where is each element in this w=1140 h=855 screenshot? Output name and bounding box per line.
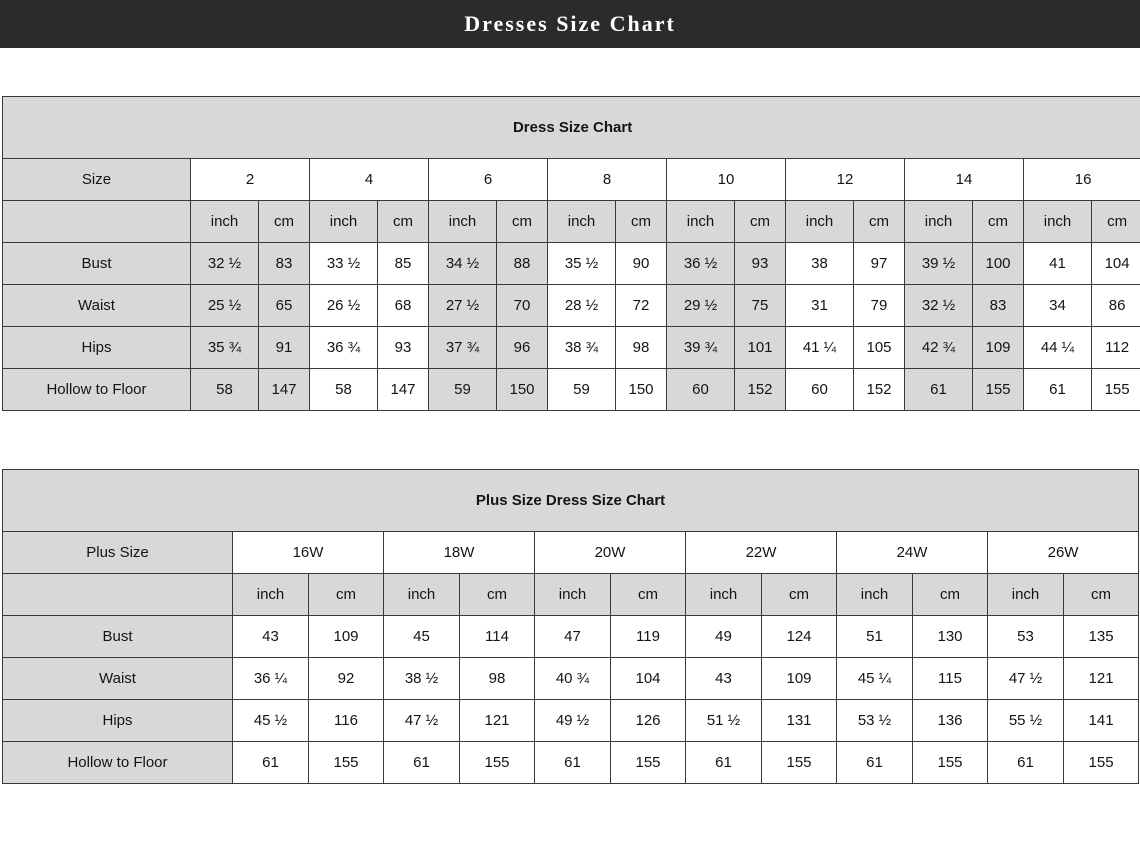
unit-header-cell: inch: [1024, 201, 1092, 243]
size-header-cell: 16W: [233, 532, 384, 574]
unit-header-cell: inch: [667, 201, 735, 243]
measurement-value: 61: [1024, 369, 1092, 411]
unit-header-cell: cm: [735, 201, 786, 243]
measurement-value: 141: [1064, 700, 1139, 742]
unit-header-cell: cm: [1092, 201, 1140, 243]
measurement-value: 72: [616, 285, 667, 327]
table-row: [3, 742, 1139, 784]
measurement-value: 61: [686, 742, 762, 784]
plus-size-dress-size-chart-block: [2, 469, 1138, 784]
measurement-value: 40 ¾: [535, 658, 611, 700]
measurement-value: 150: [616, 369, 667, 411]
measurement-value: 36 ¼: [233, 658, 309, 700]
unit-header-cell: inch: [988, 574, 1064, 616]
size-header-row: [3, 532, 1139, 574]
unit-header-cell: cm: [1064, 574, 1139, 616]
measurement-value: 109: [309, 616, 384, 658]
measurement-value: 28 ½: [548, 285, 616, 327]
measurement-value: 47: [535, 616, 611, 658]
unit-header-row: [3, 201, 1140, 243]
measurement-value: 100: [973, 243, 1024, 285]
measurement-value: 35 ¾: [191, 327, 259, 369]
unit-header-cell: inch: [310, 201, 378, 243]
measurement-value: 92: [309, 658, 384, 700]
dress-size-chart-table: [2, 96, 1140, 411]
measurement-value: 61: [837, 742, 913, 784]
unit-header-cell: cm: [309, 574, 384, 616]
size-header-cell: 24W: [837, 532, 988, 574]
measurement-value: 41: [1024, 243, 1092, 285]
measurement-label: Waist: [3, 285, 191, 327]
unit-header-cell: inch: [191, 201, 259, 243]
measurement-value: 25 ½: [191, 285, 259, 327]
measurement-value: 36 ½: [667, 243, 735, 285]
unit-header-row: [3, 574, 1139, 616]
measurement-value: 42 ¾: [905, 327, 973, 369]
measurement-value: 53 ½: [837, 700, 913, 742]
chart-title: Plus Size Dress Size Chart: [3, 470, 1139, 532]
page-banner: [0, 0, 1140, 48]
unit-header-cell: inch: [233, 574, 309, 616]
measurement-value: 32 ½: [191, 243, 259, 285]
measurement-value: 152: [735, 369, 786, 411]
unit-header-cell: inch: [786, 201, 854, 243]
measurement-value: 109: [973, 327, 1024, 369]
measurement-value: 131: [762, 700, 837, 742]
unit-header-cell: cm: [378, 201, 429, 243]
measurement-value: 43: [686, 658, 762, 700]
measurement-value: 26 ½: [310, 285, 378, 327]
measurement-value: 61: [905, 369, 973, 411]
measurement-value: 96: [497, 327, 548, 369]
measurement-value: 27 ½: [429, 285, 497, 327]
measurement-value: 104: [611, 658, 686, 700]
measurement-value: 93: [378, 327, 429, 369]
measurement-value: 155: [762, 742, 837, 784]
measurement-value: 45: [384, 616, 460, 658]
measurement-value: 39 ¾: [667, 327, 735, 369]
measurement-value: 83: [259, 243, 310, 285]
measurement-value: 147: [378, 369, 429, 411]
table-row: [3, 658, 1139, 700]
unit-header-cell: cm: [762, 574, 837, 616]
unit-header-cell: inch: [429, 201, 497, 243]
unit-header-cell: cm: [616, 201, 667, 243]
chart-title-row: [3, 97, 1140, 159]
measurement-value: 130: [913, 616, 988, 658]
measurement-value: 109: [762, 658, 837, 700]
unit-header-cell: inch: [535, 574, 611, 616]
measurement-value: 29 ½: [667, 285, 735, 327]
measurement-value: 155: [460, 742, 535, 784]
measurement-value: 39 ½: [905, 243, 973, 285]
size-header-cell: 10: [667, 159, 786, 201]
unit-header-cell: inch: [905, 201, 973, 243]
measurement-value: 45 ½: [233, 700, 309, 742]
measurement-value: 115: [913, 658, 988, 700]
measurement-value: 65: [259, 285, 310, 327]
size-header-cell: 14: [905, 159, 1024, 201]
spacer: [0, 411, 1140, 469]
measurement-value: 61: [233, 742, 309, 784]
measurement-value: 91: [259, 327, 310, 369]
size-header-cell: 8: [548, 159, 667, 201]
measurement-label: Hips: [3, 700, 233, 742]
measurement-value: 43: [233, 616, 309, 658]
spacer: [0, 48, 1140, 96]
measurement-value: 35 ½: [548, 243, 616, 285]
measurement-value: 155: [611, 742, 686, 784]
size-header-cell: 6: [429, 159, 548, 201]
measurement-label: Hips: [3, 327, 191, 369]
measurement-value: 58: [191, 369, 259, 411]
table-row: [3, 616, 1139, 658]
measurement-value: 98: [460, 658, 535, 700]
measurement-value: 75: [735, 285, 786, 327]
measurement-value: 121: [460, 700, 535, 742]
measurement-value: 119: [611, 616, 686, 658]
measurement-value: 135: [1064, 616, 1139, 658]
measurement-value: 93: [735, 243, 786, 285]
measurement-value: 38: [786, 243, 854, 285]
measurement-value: 86: [1092, 285, 1140, 327]
measurement-value: 70: [497, 285, 548, 327]
measurement-label: Bust: [3, 243, 191, 285]
unit-header-cell: cm: [854, 201, 905, 243]
measurement-label: Waist: [3, 658, 233, 700]
measurement-value: 60: [667, 369, 735, 411]
size-header-cell: 12: [786, 159, 905, 201]
measurement-value: 59: [548, 369, 616, 411]
unit-header-cell: cm: [460, 574, 535, 616]
unit-header-cell: inch: [548, 201, 616, 243]
measurement-value: 105: [854, 327, 905, 369]
unit-header-cell: cm: [497, 201, 548, 243]
measurement-value: 49 ½: [535, 700, 611, 742]
measurement-value: 61: [384, 742, 460, 784]
measurement-value: 47 ½: [384, 700, 460, 742]
size-header-cell: 26W: [988, 532, 1139, 574]
measurement-value: 155: [1092, 369, 1140, 411]
unit-row-blank-cell: [3, 201, 191, 243]
size-header-cell: 18W: [384, 532, 535, 574]
size-label-header: Plus Size: [3, 532, 233, 574]
measurement-value: 61: [988, 742, 1064, 784]
size-header-cell: 2: [191, 159, 310, 201]
measurement-value: 114: [460, 616, 535, 658]
table-row: [3, 369, 1140, 411]
measurement-value: 104: [1092, 243, 1140, 285]
table-row: [3, 243, 1140, 285]
measurement-value: 34: [1024, 285, 1092, 327]
size-header-cell: 22W: [686, 532, 837, 574]
measurement-value: 152: [854, 369, 905, 411]
measurement-value: 31: [786, 285, 854, 327]
unit-header-cell: cm: [611, 574, 686, 616]
measurement-value: 33 ½: [310, 243, 378, 285]
measurement-value: 38 ½: [384, 658, 460, 700]
measurement-value: 155: [913, 742, 988, 784]
measurement-value: 155: [309, 742, 384, 784]
table-row: [3, 700, 1139, 742]
dress-size-chart-block: [2, 96, 1138, 411]
measurement-value: 112: [1092, 327, 1140, 369]
measurement-value: 59: [429, 369, 497, 411]
unit-header-cell: inch: [686, 574, 762, 616]
chart-title: Dress Size Chart: [3, 97, 1140, 159]
measurement-value: 44 ¼: [1024, 327, 1092, 369]
unit-header-cell: cm: [973, 201, 1024, 243]
measurement-value: 55 ½: [988, 700, 1064, 742]
unit-header-cell: cm: [259, 201, 310, 243]
plus-size-dress-size-chart-table: [2, 469, 1139, 784]
measurement-value: 37 ¾: [429, 327, 497, 369]
size-label-header: Size: [3, 159, 191, 201]
table-row: [3, 327, 1140, 369]
measurement-value: 45 ¼: [837, 658, 913, 700]
measurement-value: 121: [1064, 658, 1139, 700]
measurement-value: 97: [854, 243, 905, 285]
size-header-cell: 20W: [535, 532, 686, 574]
measurement-value: 155: [973, 369, 1024, 411]
measurement-value: 79: [854, 285, 905, 327]
measurement-value: 150: [497, 369, 548, 411]
unit-header-cell: inch: [384, 574, 460, 616]
measurement-value: 124: [762, 616, 837, 658]
measurement-value: 47 ½: [988, 658, 1064, 700]
measurement-value: 98: [616, 327, 667, 369]
table-row: [3, 285, 1140, 327]
measurement-value: 60: [786, 369, 854, 411]
measurement-value: 83: [973, 285, 1024, 327]
measurement-value: 58: [310, 369, 378, 411]
size-header-cell: 16: [1024, 159, 1140, 201]
measurement-label: Hollow to Floor: [3, 742, 233, 784]
size-header-cell: 4: [310, 159, 429, 201]
measurement-value: 53: [988, 616, 1064, 658]
measurement-value: 49: [686, 616, 762, 658]
unit-header-cell: inch: [837, 574, 913, 616]
unit-row-blank-cell: [3, 574, 233, 616]
measurement-value: 61: [535, 742, 611, 784]
measurement-label: Bust: [3, 616, 233, 658]
measurement-value: 38 ¾: [548, 327, 616, 369]
size-header-row: [3, 159, 1140, 201]
measurement-value: 90: [616, 243, 667, 285]
measurement-value: 155: [1064, 742, 1139, 784]
measurement-value: 36 ¾: [310, 327, 378, 369]
unit-header-cell: cm: [913, 574, 988, 616]
measurement-value: 136: [913, 700, 988, 742]
measurement-value: 101: [735, 327, 786, 369]
chart-title-row: [3, 470, 1139, 532]
page-title: Dresses Size Chart: [464, 11, 676, 36]
measurement-value: 126: [611, 700, 686, 742]
measurement-value: 32 ½: [905, 285, 973, 327]
measurement-value: 41 ¼: [786, 327, 854, 369]
measurement-value: 147: [259, 369, 310, 411]
measurement-value: 85: [378, 243, 429, 285]
measurement-value: 34 ½: [429, 243, 497, 285]
measurement-label: Hollow to Floor: [3, 369, 191, 411]
measurement-value: 68: [378, 285, 429, 327]
measurement-value: 51 ½: [686, 700, 762, 742]
measurement-value: 88: [497, 243, 548, 285]
measurement-value: 51: [837, 616, 913, 658]
measurement-value: 116: [309, 700, 384, 742]
